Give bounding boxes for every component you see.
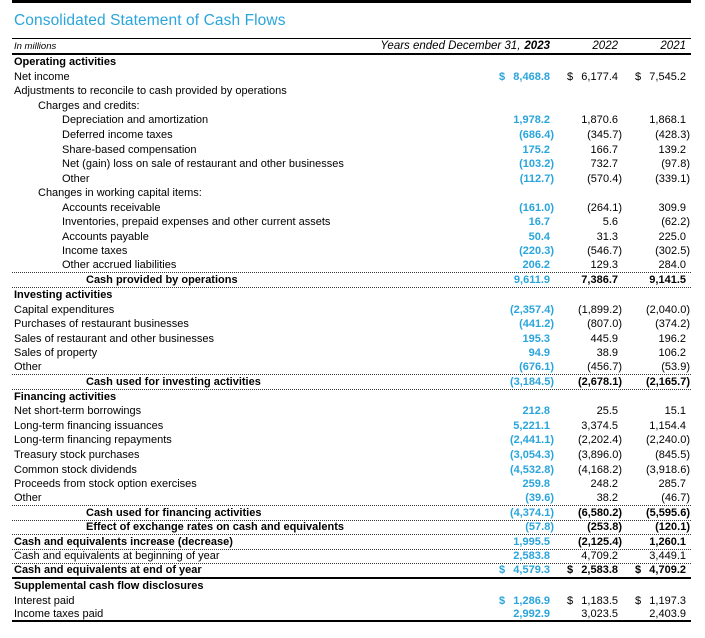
value-2023: (3,054.3) [509, 449, 554, 462]
column-header-2021: 2021 [660, 40, 686, 52]
row-label: Cash used for financing activities [86, 506, 262, 519]
dollar-sign: $ [635, 594, 642, 607]
value-2021: $ 4,709.2 [635, 564, 686, 577]
value-2021: (53.9) [661, 361, 690, 374]
value-2022: 25.5 [596, 405, 618, 418]
row-label: Other accrued liabilities [62, 259, 177, 272]
table-row [12, 273, 691, 288]
row-label: Net short-term borrowings [14, 405, 142, 418]
value-2023: 212.8 [522, 405, 550, 418]
value-2023: $ 4,579.3 [499, 564, 550, 577]
value-2023: (676.1) [519, 361, 554, 374]
table-row [12, 491, 691, 506]
value-2023: (3,184.5) [509, 375, 554, 388]
table-row [12, 477, 691, 492]
value-2023: 94.9 [528, 347, 550, 360]
dollar-sign: $ [635, 564, 642, 577]
dollar-sign: $ [567, 594, 574, 607]
value-2023: (103.2) [519, 158, 554, 171]
table-row [12, 171, 691, 186]
period-header-text: Years ended December 31, [380, 40, 521, 52]
table-row [12, 317, 691, 332]
value-2022: $ 1,183.5 [567, 594, 618, 607]
value-2023: 1,978.2 [513, 114, 550, 127]
value-2022: 3,023.5 [581, 608, 618, 621]
value-2021: 309.9 [658, 201, 686, 214]
row-label: Charges and credits: [38, 99, 140, 112]
units-label: In millions [14, 41, 57, 52]
value-2023: 175.2 [522, 143, 550, 156]
value-2021: (46.7) [661, 492, 690, 505]
row-label: Capital expenditures [14, 303, 115, 316]
period-header [380, 40, 550, 52]
dollar-sign: $ [499, 70, 506, 83]
value-2022: 1,870.6 [581, 114, 618, 127]
table-row [12, 259, 691, 274]
table-row [12, 113, 691, 128]
table-row [12, 55, 691, 70]
row-label: Cash provided by operations [86, 273, 238, 286]
value-2021: 3,449.1 [649, 550, 686, 563]
row-label: Share-based compensation [62, 143, 197, 156]
value-2021: (2,040.0) [645, 303, 690, 316]
value-2023: (220.3) [519, 245, 554, 258]
table-row [12, 462, 691, 477]
value-2023: (4,374.1) [509, 506, 554, 519]
row-label: Sales of property [14, 347, 98, 360]
value-2021: 1,868.1 [649, 114, 686, 127]
value-2022: (4,168.2) [577, 463, 622, 476]
dollar-sign: $ [567, 70, 574, 83]
value-2023: (686.4) [519, 129, 554, 141]
table-row [12, 390, 691, 405]
table-row [12, 419, 691, 434]
row-label: Depreciation and amortization [62, 114, 209, 127]
value-2022: (546.7) [587, 245, 622, 258]
value-2022: $ 2,583.8 [567, 564, 618, 577]
value-2022: (2,202.4) [577, 434, 622, 447]
row-label: Other [62, 172, 90, 185]
row-label: Effect of exchange rates on cash and equivalents [86, 521, 344, 534]
table-row [12, 579, 691, 594]
table-header [12, 38, 691, 55]
current-year-label: 2023 [524, 40, 550, 52]
table-row [12, 535, 691, 550]
row-label: Income taxes [62, 245, 128, 258]
row-label: Accounts receivable [62, 201, 161, 214]
value-2022: (807.0) [587, 318, 622, 331]
row-label: Sales of restaurant and other businesses [14, 332, 214, 345]
table-row [12, 506, 691, 521]
value-2023: 5,221.1 [513, 419, 550, 432]
value-2023: 206.2 [522, 259, 550, 272]
row-label: Investing activities [14, 289, 113, 302]
value-2022: (3,896.0) [577, 449, 622, 462]
table-row [12, 244, 691, 259]
value-2022: 4,709.2 [581, 550, 618, 563]
row-label: Supplemental cash flow disclosures [14, 579, 204, 592]
table-row [12, 215, 691, 230]
row-label: Interest paid [14, 594, 75, 607]
dollar-sign: $ [635, 70, 642, 83]
value-2021: (3,918.6) [645, 463, 690, 476]
row-label: Deferred income taxes [62, 129, 173, 141]
table-row [12, 346, 691, 361]
row-label: Common stock dividends [14, 463, 137, 476]
row-label: Other [14, 492, 42, 505]
row-label: Cash and equivalents at end of year [14, 564, 202, 577]
row-label: Financing activities [14, 390, 117, 403]
value-2023: (2,441.1) [509, 434, 554, 447]
value-2023: (441.2) [519, 318, 554, 331]
value-2021: 284.0 [658, 259, 686, 272]
value-2022: 3,374.5 [581, 419, 618, 432]
page-title: Consolidated Statement of Cash Flows [14, 12, 286, 29]
table-row [12, 521, 691, 536]
table-row [12, 331, 691, 346]
value-2023: 2,992.9 [513, 608, 550, 621]
value-2021: $ 1,197.3 [635, 594, 686, 607]
value-2021: $ 7,545.2 [635, 70, 686, 83]
value-2022: 38.9 [596, 347, 618, 360]
value-2022: (264.1) [587, 201, 622, 214]
row-label: Purchases of restaurant businesses [14, 318, 189, 331]
dollar-sign: $ [499, 564, 506, 577]
table-row [12, 157, 691, 172]
row-label: Operating activities [14, 56, 117, 69]
value-2022: 5.6 [602, 216, 618, 229]
table-row [12, 360, 691, 375]
value-2022: (253.8) [587, 521, 622, 534]
row-label: Net (gain) loss on sale of restaurant and other businesses [62, 158, 344, 171]
value-2021: (5,595.6) [645, 506, 690, 519]
row-label: Long-term financing repayments [14, 434, 172, 447]
value-2021: (374.2) [655, 318, 690, 331]
row-label: Income taxes paid [14, 608, 104, 621]
value-2023: (57.8) [525, 521, 554, 534]
row-label: Treasury stock purchases [14, 449, 140, 462]
value-2023: (161.0) [519, 201, 554, 214]
value-2021: (428.3) [655, 129, 690, 141]
table-row [12, 608, 691, 623]
row-label: Other [14, 361, 42, 374]
table-row [12, 288, 691, 303]
value-2021: (339.1) [655, 172, 690, 185]
table-row [12, 404, 691, 419]
value-2022: $ 6,177.4 [567, 70, 618, 83]
value-2023: (112.7) [519, 172, 554, 185]
row-label: Net income [14, 70, 70, 83]
table-row [12, 593, 691, 608]
value-2022: 7,386.7 [581, 273, 618, 286]
row-label: Inventories, prepaid expenses and other current assets [62, 216, 331, 229]
value-2022: 31.3 [596, 230, 618, 243]
table-row [12, 302, 691, 317]
table-row [12, 70, 691, 85]
value-2022: (2,125.4) [577, 535, 622, 548]
table-row [12, 128, 691, 143]
table-row [12, 99, 691, 114]
row-label: Accounts payable [62, 230, 149, 243]
value-2021: (2,240.0) [645, 434, 690, 447]
table-row [12, 186, 691, 201]
value-2023: $ 1,286.9 [499, 594, 550, 607]
value-2021: 15.1 [664, 405, 686, 418]
value-2021: (120.1) [655, 521, 690, 534]
table-row [12, 550, 691, 565]
value-2021: (97.8) [661, 158, 690, 171]
value-2022: 248.2 [590, 478, 618, 491]
value-2022: 166.7 [590, 143, 618, 156]
row-label: Changes in working capital items: [38, 187, 202, 200]
row-label: Adjustments to reconcile to cash provided by operations [14, 85, 287, 98]
value-2022: (1,899.2) [577, 303, 622, 316]
value-2023: 16.7 [528, 216, 550, 229]
value-2022: (2,678.1) [577, 375, 622, 388]
value-2021: 139.2 [658, 143, 686, 156]
value-2023: 50.4 [528, 230, 550, 243]
value-2023: 1,995.5 [513, 535, 550, 548]
value-2021: 285.7 [658, 478, 686, 491]
dollar-sign: $ [499, 594, 506, 607]
table-header-main [12, 40, 555, 52]
value-2022: 445.9 [590, 332, 618, 345]
value-2022: 732.7 [590, 158, 618, 171]
value-2021: (845.5) [655, 449, 690, 462]
value-2022: (570.4) [587, 172, 622, 185]
value-2023: (2,357.4) [509, 303, 554, 316]
table-row [12, 433, 691, 448]
value-2022: (345.7) [587, 129, 622, 141]
row-label: Cash and equivalents at beginning of year [14, 550, 220, 563]
value-2021: 196.2 [658, 332, 686, 345]
value-2021: 225.0 [658, 230, 686, 243]
table-row [12, 142, 691, 157]
value-2023: $ 8,468.8 [499, 70, 550, 83]
table-row [12, 84, 691, 99]
table-row [12, 230, 691, 245]
value-2023: (4,532.8) [509, 463, 554, 476]
value-2021: (2,165.7) [645, 375, 690, 388]
value-2021: 2,403.9 [649, 608, 686, 621]
value-2022: (456.7) [587, 361, 622, 374]
row-label: Proceeds from stock option exercises [14, 478, 197, 491]
column-header-2022: 2022 [592, 40, 618, 52]
dollar-sign: $ [567, 564, 574, 577]
value-2021: 1,154.4 [649, 419, 686, 432]
value-2021: 9,141.5 [649, 273, 686, 286]
value-2022: 38.2 [596, 492, 618, 505]
value-2023: (39.6) [525, 492, 554, 505]
value-2023: 259.8 [522, 478, 550, 491]
table-row [12, 200, 691, 215]
row-label: Cash used for investing activities [86, 375, 261, 388]
value-2023: 9,611.9 [513, 273, 550, 286]
value-2022: 129.3 [590, 259, 618, 272]
row-label: Cash and equivalents increase (decrease) [14, 535, 233, 548]
table-row [12, 448, 691, 463]
value-2021: (62.2) [661, 216, 690, 229]
row-label: Long-term financing issuances [14, 419, 164, 432]
value-2021: (302.5) [655, 245, 690, 258]
table-row [12, 375, 691, 390]
value-2022: (6,580.2) [577, 506, 622, 519]
value-2023: 2,583.8 [513, 550, 550, 563]
table-body [12, 55, 691, 622]
table-row [12, 564, 691, 579]
value-2021: 1,260.1 [649, 535, 686, 548]
value-2023: 195.3 [522, 332, 550, 345]
value-2021: 106.2 [658, 347, 686, 360]
